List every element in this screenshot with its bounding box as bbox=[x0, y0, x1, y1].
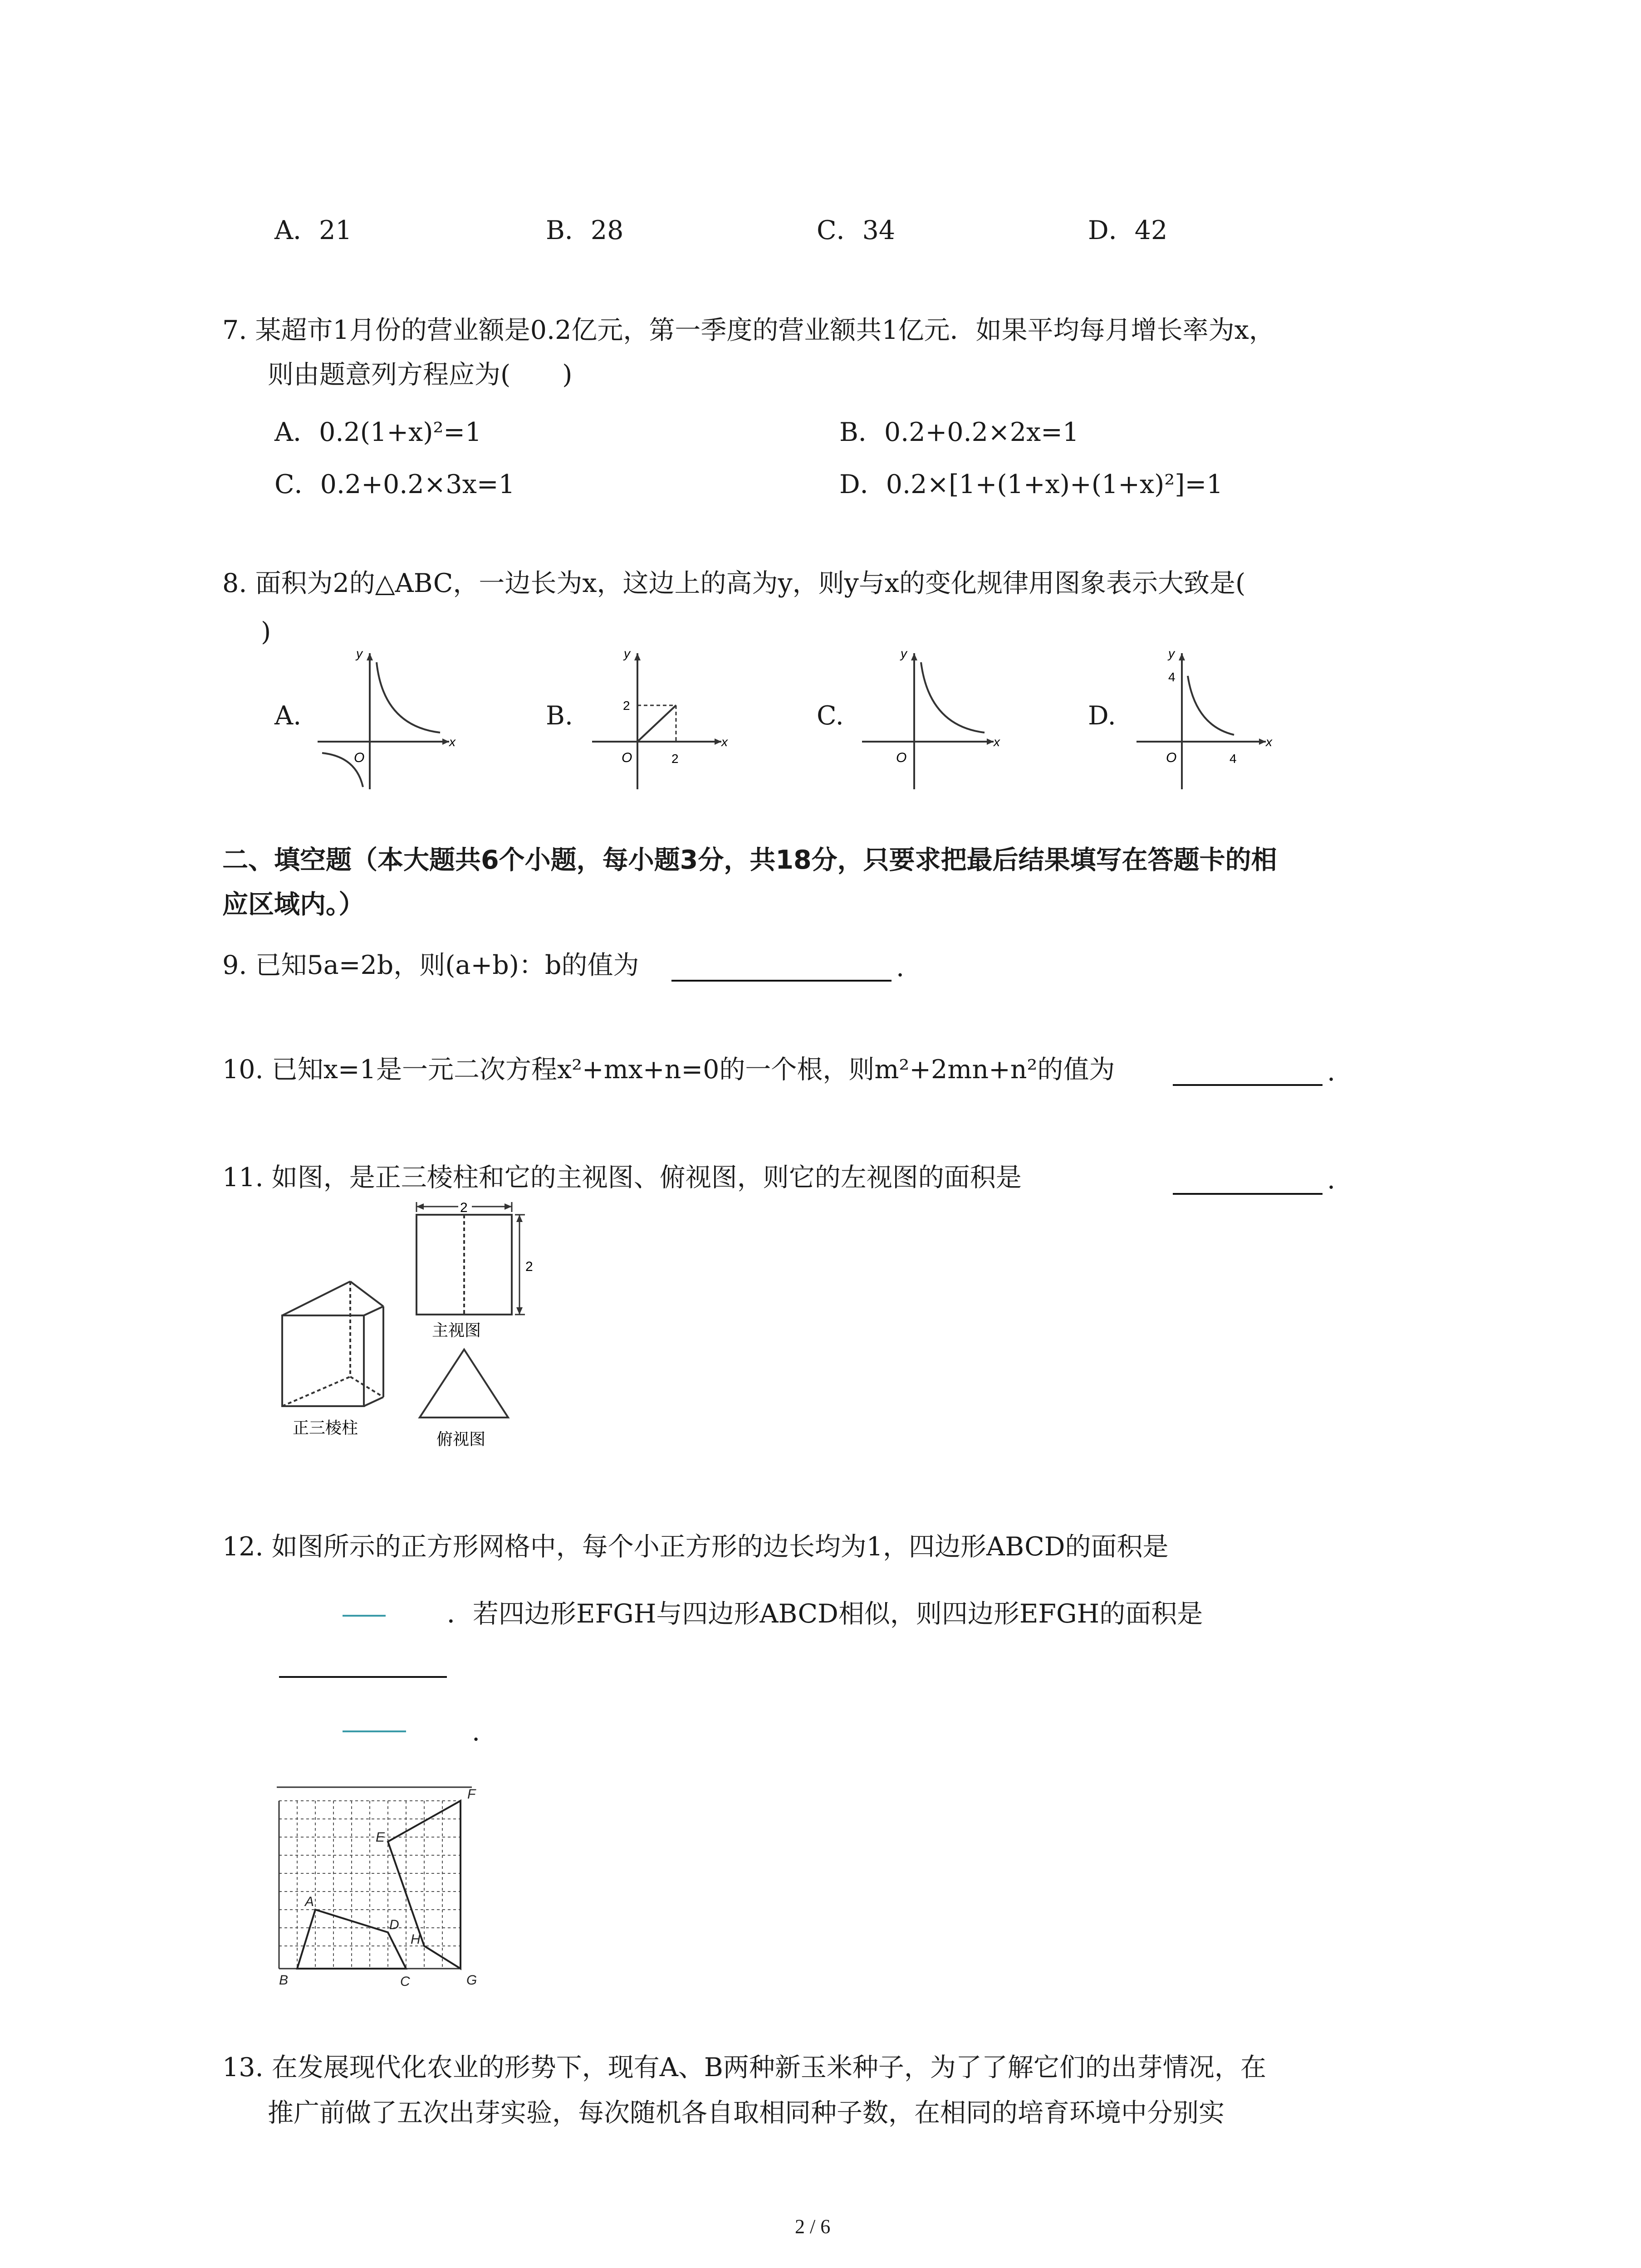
q12-answer-blank-1[interactable] bbox=[343, 1615, 386, 1617]
dashed-grid bbox=[279, 1801, 460, 1969]
q7-option-d: D．0.2×[1+(1+x)+(1+x)²]=1 bbox=[839, 469, 1223, 499]
q11-dim-height: 2 bbox=[525, 1259, 533, 1274]
q10-answer-blank[interactable] bbox=[1173, 1084, 1323, 1086]
q10-period: . bbox=[1327, 1057, 1336, 1087]
q7-option-a: A．0.2(1+x)²=1 bbox=[274, 417, 482, 447]
q9-answer-blank[interactable] bbox=[671, 980, 892, 982]
graph-d-y-tick: 4 bbox=[1168, 670, 1176, 684]
graph-b-y-label: y bbox=[624, 646, 630, 660]
grid-label-f: F bbox=[467, 1787, 476, 1802]
q8-option-a-label: A. bbox=[274, 701, 302, 731]
q13-stem-line1: 13. 在发展现代化农业的形势下，现有A、B两种新玉米种子，为了了解它们的出芽情况，在 bbox=[222, 2053, 1266, 2082]
q7-option-c: C．0.2+0.2×3x=1 bbox=[274, 469, 515, 499]
q11-stem: 11. 如图，是正三棱柱和它的主视图、俯视图，则它的左视图的面积是 bbox=[222, 1163, 1022, 1193]
q11-front-view-label: 主视图 bbox=[432, 1321, 481, 1339]
graph-c-x-label: x bbox=[994, 735, 1000, 749]
q11-top-view-label: 俯视图 bbox=[436, 1430, 486, 1448]
q12-stem-line2: ．若四边形EFGH与四边形ABCD相似，则四边形EFGH的面积是 bbox=[447, 1599, 1203, 1629]
q8-option-d-label: D. bbox=[1088, 701, 1116, 731]
graph-c-origin: O bbox=[896, 750, 907, 765]
grid-label-e: E bbox=[376, 1830, 385, 1845]
q7-option-b: B．0.2+0.2×2x=1 bbox=[839, 417, 1079, 447]
q7-stem-line2: 则由题意列方程应为( ) bbox=[268, 360, 573, 390]
q6-option-b: B．28 bbox=[546, 215, 624, 245]
prism-drawing bbox=[282, 1281, 383, 1406]
graph-d-y-label: y bbox=[1168, 646, 1175, 660]
q10-stem: 10. 已知x=1是一元二次方程x²+mx+n=0的一个根，则m²+2mn+n²的值为 bbox=[222, 1055, 1115, 1085]
section2-heading-line1: 二、填空题（本大题共6个小题，每小题3分，共18分，只要求把最后结果填写在答题卡的相 bbox=[222, 845, 1277, 875]
q9-stem: 9. 已知5a=2b，则(a+b)：b的值为 bbox=[222, 950, 639, 980]
q8-graph-a bbox=[313, 644, 458, 794]
q8-option-c-label: C. bbox=[817, 701, 844, 731]
graph-d-origin: O bbox=[1166, 750, 1177, 765]
grid-label-h: H bbox=[411, 1932, 421, 1947]
front-view-drawing bbox=[416, 1202, 525, 1315]
top-view-triangle bbox=[420, 1349, 508, 1418]
page-number: 2 / 6 bbox=[795, 2215, 831, 2238]
graph-d-x-tick: 4 bbox=[1230, 752, 1237, 766]
graph-b-y-tick: 2 bbox=[623, 699, 630, 713]
q7-stem-line1: 7. 某超市1月份的营业额是0.2亿元，第一季度的营业额共1亿元．如果平均每月增长率为x， bbox=[222, 315, 1275, 345]
q12-answer-blank-2-rule[interactable] bbox=[279, 1676, 447, 1678]
q12-grid-figure bbox=[272, 1783, 499, 1991]
q8-option-b-label: B. bbox=[546, 701, 573, 731]
graph-a-x-label: x bbox=[449, 735, 456, 749]
graph-a-y-label: y bbox=[356, 646, 362, 660]
q8-graph-b bbox=[585, 644, 730, 794]
q6-option-c: C．34 bbox=[817, 215, 896, 245]
q12-stem-line1: 12. 如图所示的正方形网格中，每个小正方形的边长均为1，四边形ABCD的面积是 bbox=[222, 1532, 1169, 1562]
q11-period: . bbox=[1327, 1165, 1336, 1195]
graph-c-y-label: y bbox=[901, 646, 907, 660]
graph-b-origin: O bbox=[622, 750, 632, 765]
q11-dim-width: 2 bbox=[460, 1200, 468, 1215]
q8-stem-line1: 8. 面积为2的△ABC，一边长为x，这边上的高为y，则y与x的变化规律用图象表示大致是( bbox=[222, 568, 1246, 598]
q8-graph-c bbox=[857, 644, 1003, 794]
q13-stem-line2: 推广前做了五次出芽实验，每次随机各自取相同种子数，在相同的培育环境中分别实 bbox=[268, 2098, 1225, 2128]
grid-label-g: G bbox=[466, 1973, 477, 1988]
q11-prism-label: 正三棱柱 bbox=[293, 1418, 358, 1437]
q12-answer-blank-2[interactable] bbox=[343, 1730, 406, 1732]
graph-b-x-label: x bbox=[721, 735, 728, 749]
grid-label-a: A bbox=[305, 1894, 314, 1909]
grid-label-d: D bbox=[389, 1917, 399, 1932]
q6-option-d: D．42 bbox=[1088, 215, 1168, 245]
section2-heading-line2: 应区域内。） bbox=[222, 890, 365, 919]
q9-period: . bbox=[896, 953, 905, 982]
q8-graph-d bbox=[1130, 644, 1275, 794]
q12-period: . bbox=[472, 1717, 480, 1747]
q11-answer-blank[interactable] bbox=[1173, 1193, 1323, 1195]
graph-d-x-label: x bbox=[1266, 735, 1272, 749]
q8-stem-line2: ) bbox=[261, 617, 271, 647]
q6-option-a: A．21 bbox=[274, 215, 352, 245]
graph-a-origin: O bbox=[354, 750, 365, 765]
grid-label-b: B bbox=[279, 1973, 289, 1988]
grid-label-c: C bbox=[400, 1974, 410, 1989]
graph-b-x-tick: 2 bbox=[671, 752, 679, 766]
q11-figure bbox=[272, 1198, 544, 1470]
